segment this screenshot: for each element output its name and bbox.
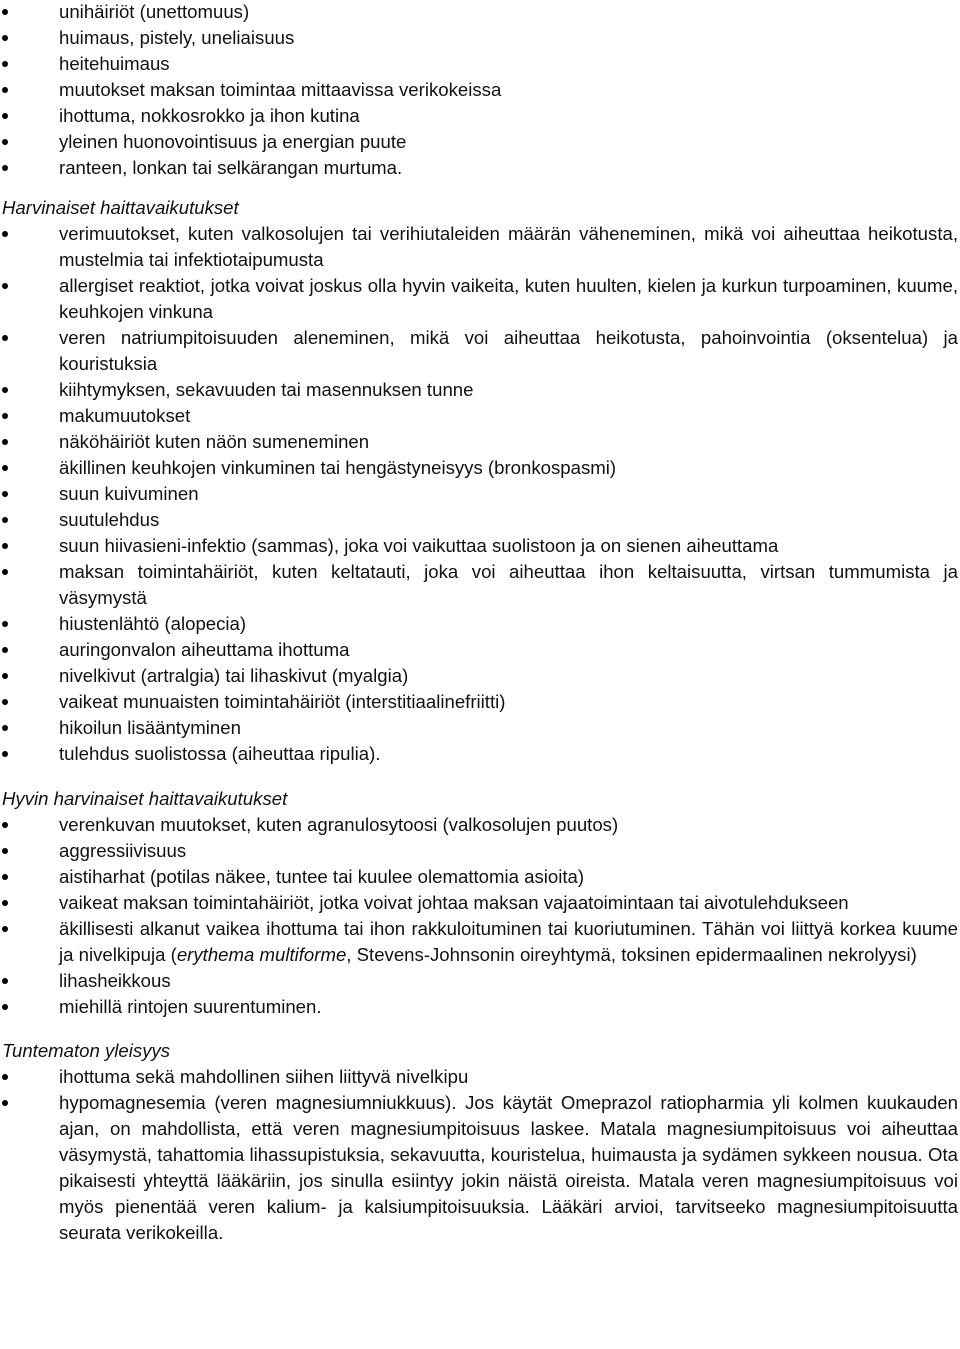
unknown-list bbox=[0, 1064, 960, 1246]
list-item: suun hiivasieni-infektio (sammas), joka voi vaikuttaa suolistoon ja on sienen aiheuttama bbox=[0, 533, 960, 559]
list-item: aistiharhat (potilas näkee, tuntee tai kuulee olemattomia asioita) bbox=[0, 864, 960, 890]
section-heading-very-rare: Hyvin harvinaiset haittavaikutukset bbox=[2, 788, 288, 809]
skin-item-text-end: , Stevens-Johnsonin oireyhtymä, toksinen epidermaalinen nekrolyysi) bbox=[346, 944, 917, 965]
list-item: aggressiivisuus bbox=[0, 838, 960, 864]
list-item: verimuutokset, kuten valkosolujen tai verihiutaleiden määrän väheneminen, mikä voi aiheuttaa heikotusta, mustelmia tai infektiotaipumusta bbox=[0, 221, 960, 273]
list-item: auringonvalon aiheuttama ihottuma bbox=[0, 637, 960, 663]
list-item: kiihtymyksen, sekavuuden tai masennuksen tunne bbox=[0, 377, 960, 403]
section-heading-unknown: Tuntematon yleisyys bbox=[2, 1040, 171, 1061]
list-item: vaikeat maksan toimintahäiriöt, jotka voivat johtaa maksan vajaatoimintaan tai aivotulehdukseen bbox=[0, 890, 960, 916]
list-item: suun kuivuminen bbox=[0, 481, 960, 507]
intro-list bbox=[0, 0, 960, 181]
list-item: hikoilun lisääntyminen bbox=[0, 715, 960, 741]
list-item: suutulehdus bbox=[0, 507, 960, 533]
list-item: näköhäiriöt kuten näön sumeneminen bbox=[0, 429, 960, 455]
list-item: hypomagnesemia (veren magnesiumniukkuus). Jos käytät Omeprazol ratiopharmia yli kolmen kuukauden ajan, on mahdollista, että veren magnesiumpitoisuus laskee. Matala magnesiumpitoisuus voi aiheuttaa väsymystä, tahattomia lihassupistuksia, sekavuutta, kouristelua, huimausta ja sydämen sykkeen nousua. Ota pikaisesti yhteyttä lääkäriin, jos sinulla esiintyy jokin näistä oireista. Matala veren magnesiumpitoisuus voi myös pienentää veren kalium- ja kalsiumpitoisuuksia. Lääkäri arvioi, tarvitseeko magnesiumpitoisuutta seurata verikokeilla. bbox=[0, 1090, 960, 1246]
list-item: huimaus, pistely, uneliaisuus bbox=[0, 25, 960, 51]
list-item: yleinen huonovointisuus ja energian puute bbox=[0, 129, 960, 155]
list-item: unihäiriöt (unettomuus) bbox=[0, 0, 960, 25]
list-item: äkillinen keuhkojen vinkuminen tai hengästyneisyys (bronkospasmi) bbox=[0, 455, 960, 481]
list-item: tulehdus suolistossa (aiheuttaa ripulia). bbox=[0, 741, 960, 767]
list-item: miehillä rintojen suurentuminen. bbox=[0, 994, 960, 1020]
list-item: ranteen, lonkan tai selkärangan murtuma. bbox=[0, 155, 960, 181]
rare-list bbox=[0, 221, 960, 767]
skin-item-text-start: äkillisesti alkanut vaikea ihottuma tai ihon rakkuloituminen tai kuoriutuminen. Tähän voi liittyä korkea kuume ja nivelkipuja ( bbox=[59, 918, 958, 965]
list-item: lihasheikkous bbox=[0, 968, 960, 994]
list-item: veren natriumpitoisuuden aleneminen, mikä voi aiheuttaa heikotusta, pahoinvointia (oksentelua) ja kouristuksia bbox=[0, 325, 960, 377]
list-item: muutokset maksan toimintaa mittaavissa verikokeissa bbox=[0, 77, 960, 103]
skin-item-italic-term: erythema multiforme bbox=[176, 944, 347, 965]
list-item: vaikeat munuaisten toimintahäiriöt (interstitiaalinefriitti) bbox=[0, 689, 960, 715]
list-item: ihottuma sekä mahdollinen siihen liittyvä nivelkipu bbox=[0, 1064, 960, 1090]
list-item: verenkuvan muutokset, kuten agranulosytoosi (valkosolujen puutos) bbox=[0, 812, 960, 838]
list-item-skin-reaction bbox=[0, 916, 960, 968]
list-item: makumuutokset bbox=[0, 403, 960, 429]
list-item: ihottuma, nokkosrokko ja ihon kutina bbox=[0, 103, 960, 129]
very-rare-list bbox=[0, 812, 960, 1020]
list-item: nivelkivut (artralgia) tai lihaskivut (myalgia) bbox=[0, 663, 960, 689]
list-item: allergiset reaktiot, jotka voivat joskus olla hyvin vaikeita, kuten huulten, kielen ja kurkun turpoaminen, kuume, keuhkojen vinkuna bbox=[0, 273, 960, 325]
section-heading-rare: Harvinaiset haittavaikutukset bbox=[2, 197, 239, 218]
list-item: hiustenlähtö (alopecia) bbox=[0, 611, 960, 637]
list-item: heitehuimaus bbox=[0, 51, 960, 77]
list-item: maksan toimintahäiriöt, kuten keltatauti, joka voi aiheuttaa ihon keltaisuutta, virtsan tummumista ja väsymystä bbox=[0, 559, 960, 611]
